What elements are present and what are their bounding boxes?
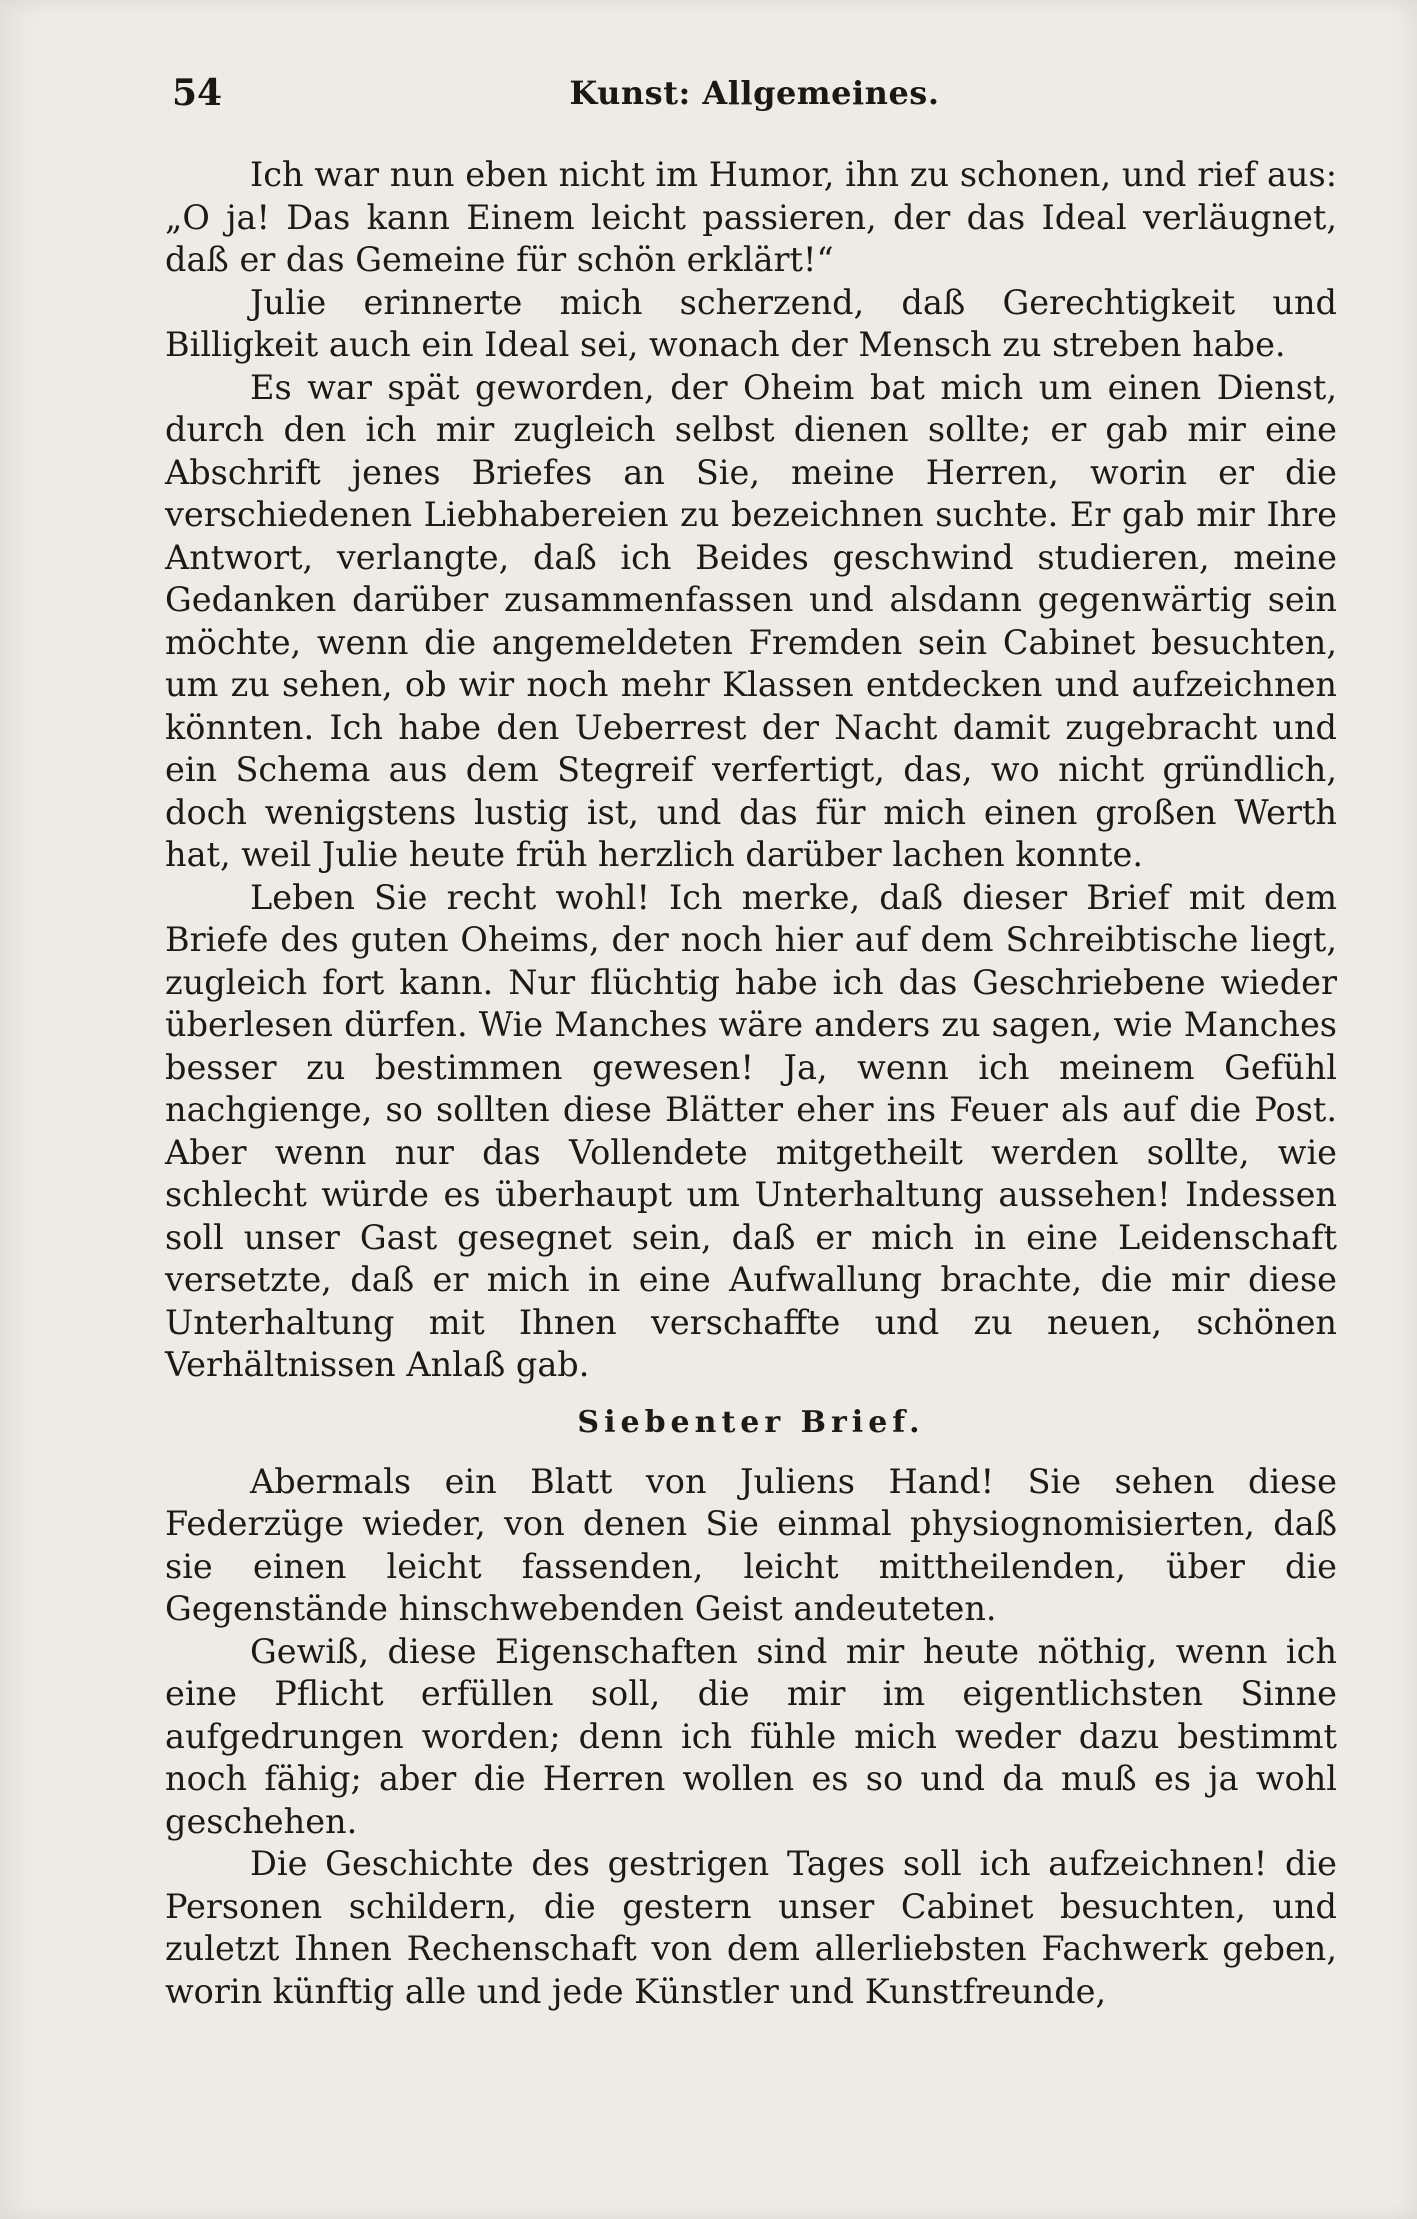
page-number: 54 — [172, 72, 223, 114]
paragraph: Gewiß, diese Eigenschaften sind mir heute nöthig, wenn ich eine Pflicht erfüllen soll, die mir im eigentlichsten Sinne aufgedrungen worden; denn ich fühle mich weder dazu bestimmt noch fähig; aber die Herren wollen es so und da muß es ja wohl geschehen. — [165, 1631, 1337, 1841]
section-heading: Siebenter Brief. — [577, 1404, 925, 1440]
paragraph: Die Geschichte des gestrigen Tages soll ich aufzeichnen! die Personen schildern, die gestern unser Cabinet besuchten, und zuletzt Ihnen Rechenschaft von dem allerliebsten Fachwerk geben, worin künftig alle und jede Künstler und Kunstfreunde, — [165, 1844, 1337, 2011]
paragraph: Ich war nun eben nicht im Humor, ihn zu schonen, und rief aus: „O ja! Das kann Einem leicht passieren, der das Ideal verläugnet, daß er das Gemeine für schön erklärt!“ — [165, 155, 1337, 279]
paragraph: Es war spät geworden, der Oheim bat mich um einen Dienst, durch den ich mir zugleich selbst dienen sollte; er gab mir eine Abschrift jenes Briefes an Sie, meine Herren, worin er die verschiedenen Liebhabereien zu bezeichnen suchte. Er gab mir Ihre Antwort, verlangte, daß ich Beides geschwind studieren, meine Gedanken darüber zusammenfassen und alsdann gegenwärtig sein möchte, wenn die angemeldeten Fremden sein Cabinet besuchten, um zu sehen, ob wir noch mehr Klassen entdecken und aufzeichnen könnten. Ich habe den Ueberrest der Nacht damit zugebracht und ein Schema aus dem Stegreif verfertigt, das, wo nicht gründlich, doch wenigstens lustig ist, und das für mich einen großen Werth hat, weil Julie heute früh herzlich darüber lachen konnte. — [165, 367, 1337, 874]
page-header — [172, 72, 1337, 132]
paragraph: Julie erinnerte mich scherzend, daß Gerechtigkeit und Billigkeit auch ein Ideal sei, wonach der Mensch zu streben habe. — [165, 282, 1337, 364]
running-head: Kunst: Allgemeines. — [569, 74, 940, 112]
page-body — [165, 154, 1337, 2013]
paragraph: Abermals ein Blatt von Juliens Hand! Sie sehen diese Federzüge wieder, von denen Sie einmal physiognomisierten, daß sie einen leicht fassenden, leicht mittheilenden, über die Gegenstände hinschwebenden Geist andeuteten. — [165, 1461, 1337, 1628]
paragraph: Leben Sie recht wohl! Ich merke, daß dieser Brief mit dem Briefe des guten Oheims, der noch hier auf dem Schreibtische liegt, zugleich fort kann. Nur flüchtig habe ich das Geschriebene wieder überlesen dürfen. Wie Manches wäre anders zu sagen, wie Manches besser zu bestimmen gewesen! Ja, wenn ich meinem Gefühl nachgienge, so sollten diese Blätter eher ins Feuer als auf die Post. Aber wenn nur das Vollendete mitgetheilt werden sollte, wie schlecht würde es überhaupt um Unterhaltung aussehen! Indessen soll unser Gast gesegnet sein, daß er mich in eine Leidenschaft versetzte, daß er mich in eine Aufwallung brachte, die mir diese Unterhaltung mit Ihnen verschaffte und zu neuen, schönen Verhältnissen Anlaß gab. — [165, 877, 1337, 1384]
